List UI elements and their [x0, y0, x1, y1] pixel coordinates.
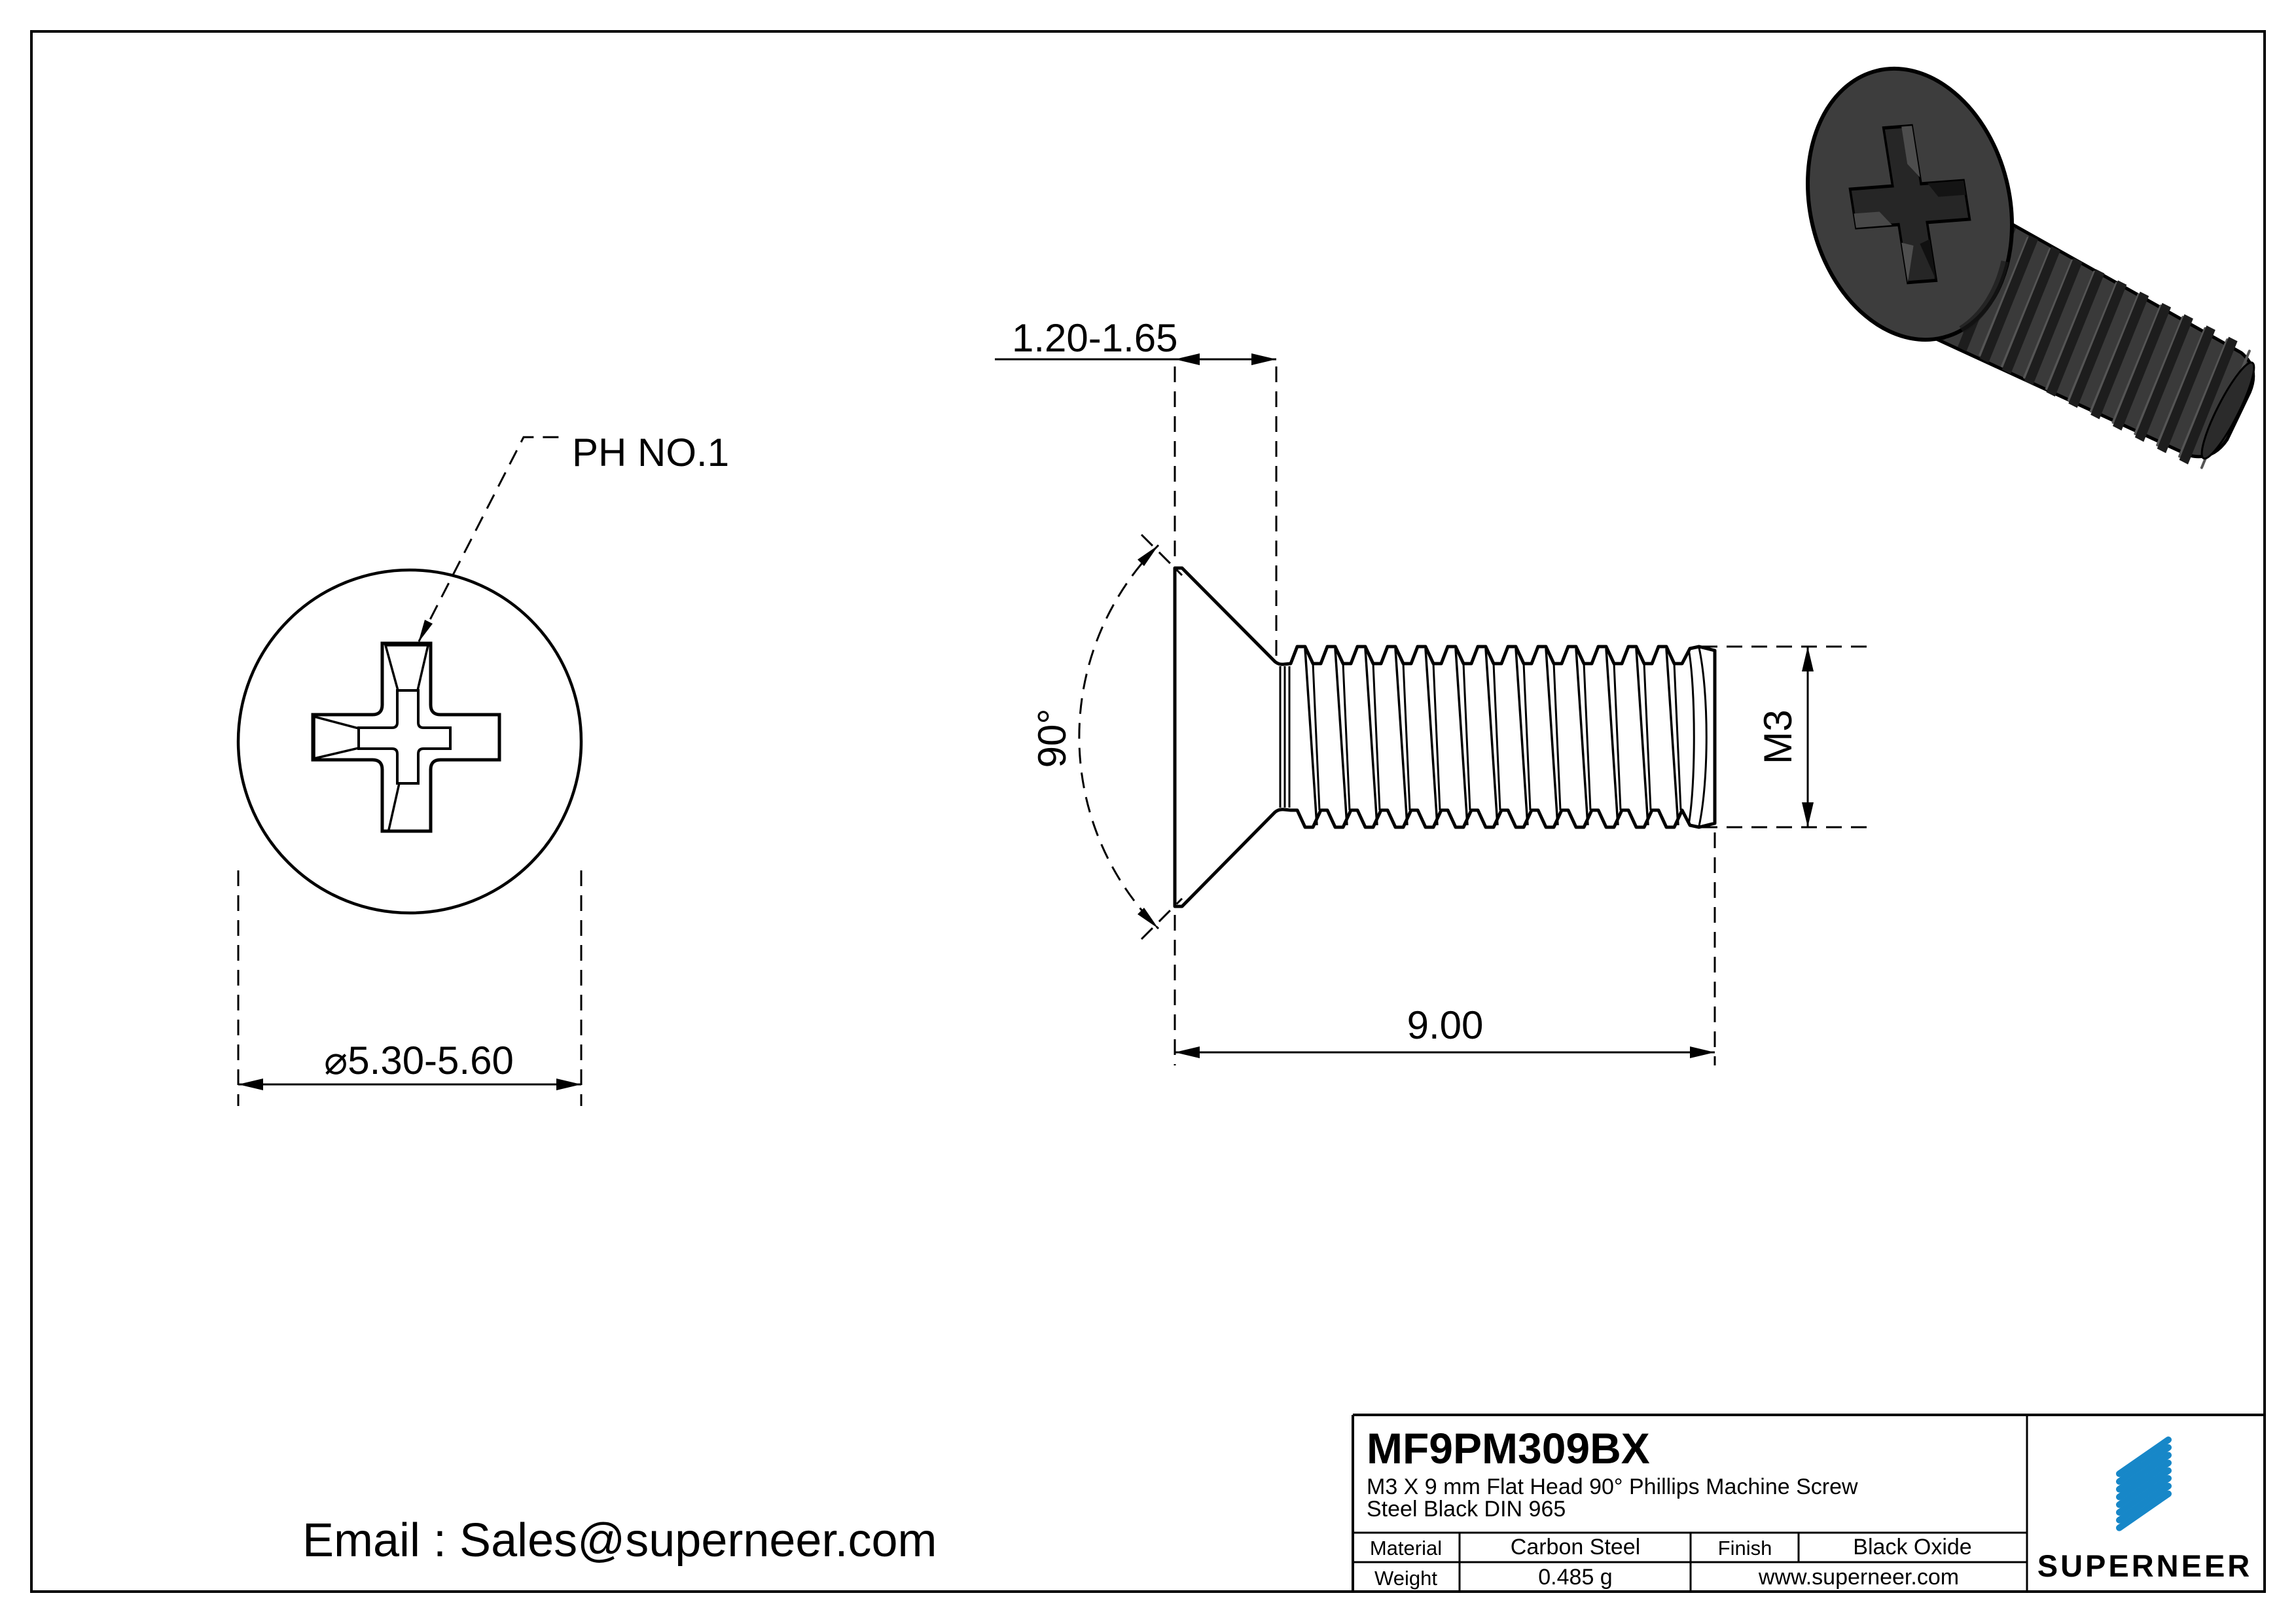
length-arrow-left [1175, 1046, 1200, 1058]
finish-label: Finish [1717, 1537, 1772, 1560]
title-block [1353, 1415, 2265, 1592]
head-thickness-dim-text: 1.20-1.65 [1012, 316, 1178, 360]
length-arrow-right [1690, 1046, 1715, 1058]
diameter-arrow-left [238, 1079, 263, 1090]
part-number: MF9PM309BX [1367, 1424, 1650, 1472]
email-text: Email : Sales@superneer.com [302, 1514, 937, 1567]
ph-label: PH NO.1 [572, 431, 730, 474]
thread-arrow-top [1802, 647, 1814, 671]
angle-arrow-bottom [1138, 908, 1158, 929]
diameter-dim-text: ⌀5.30-5.60 [324, 1039, 514, 1082]
superneer-logo-mark [2119, 1440, 2168, 1528]
side-view [995, 316, 1867, 1065]
angle-arrow-top [1138, 545, 1158, 566]
head-thickness-arrow-right [1251, 353, 1276, 365]
thread-dim-text: M3 [1756, 709, 1800, 764]
description-line1: M3 X 9 mm Flat Head 90° Phillips Machine Screw [1367, 1474, 1858, 1499]
front-view [238, 431, 729, 1106]
material-label: Material [1369, 1537, 1443, 1560]
description-line2: Steel Black DIN 965 [1367, 1497, 1566, 1522]
weight-label: Weight [1374, 1567, 1437, 1590]
screw-3d-render [1780, 46, 2270, 477]
finish-value: Black Oxide [1853, 1535, 1972, 1560]
angle-arc [1079, 545, 1158, 929]
screw-side-outline [1175, 568, 1715, 906]
weight-value: 0.485 g [1538, 1565, 1613, 1590]
angle-dim-text: 90° [1030, 708, 1074, 768]
website-link[interactable]: www.superneer.com [1758, 1565, 1960, 1590]
head-thickness-arrow-left [1175, 353, 1200, 365]
thread-arrow-bottom [1802, 802, 1814, 827]
superneer-logo-text: SUPERNEER [2037, 1548, 2253, 1583]
length-dim-text: 9.00 [1407, 1003, 1484, 1047]
diameter-arrow-right [556, 1079, 581, 1090]
material-value: Carbon Steel [1510, 1535, 1641, 1560]
